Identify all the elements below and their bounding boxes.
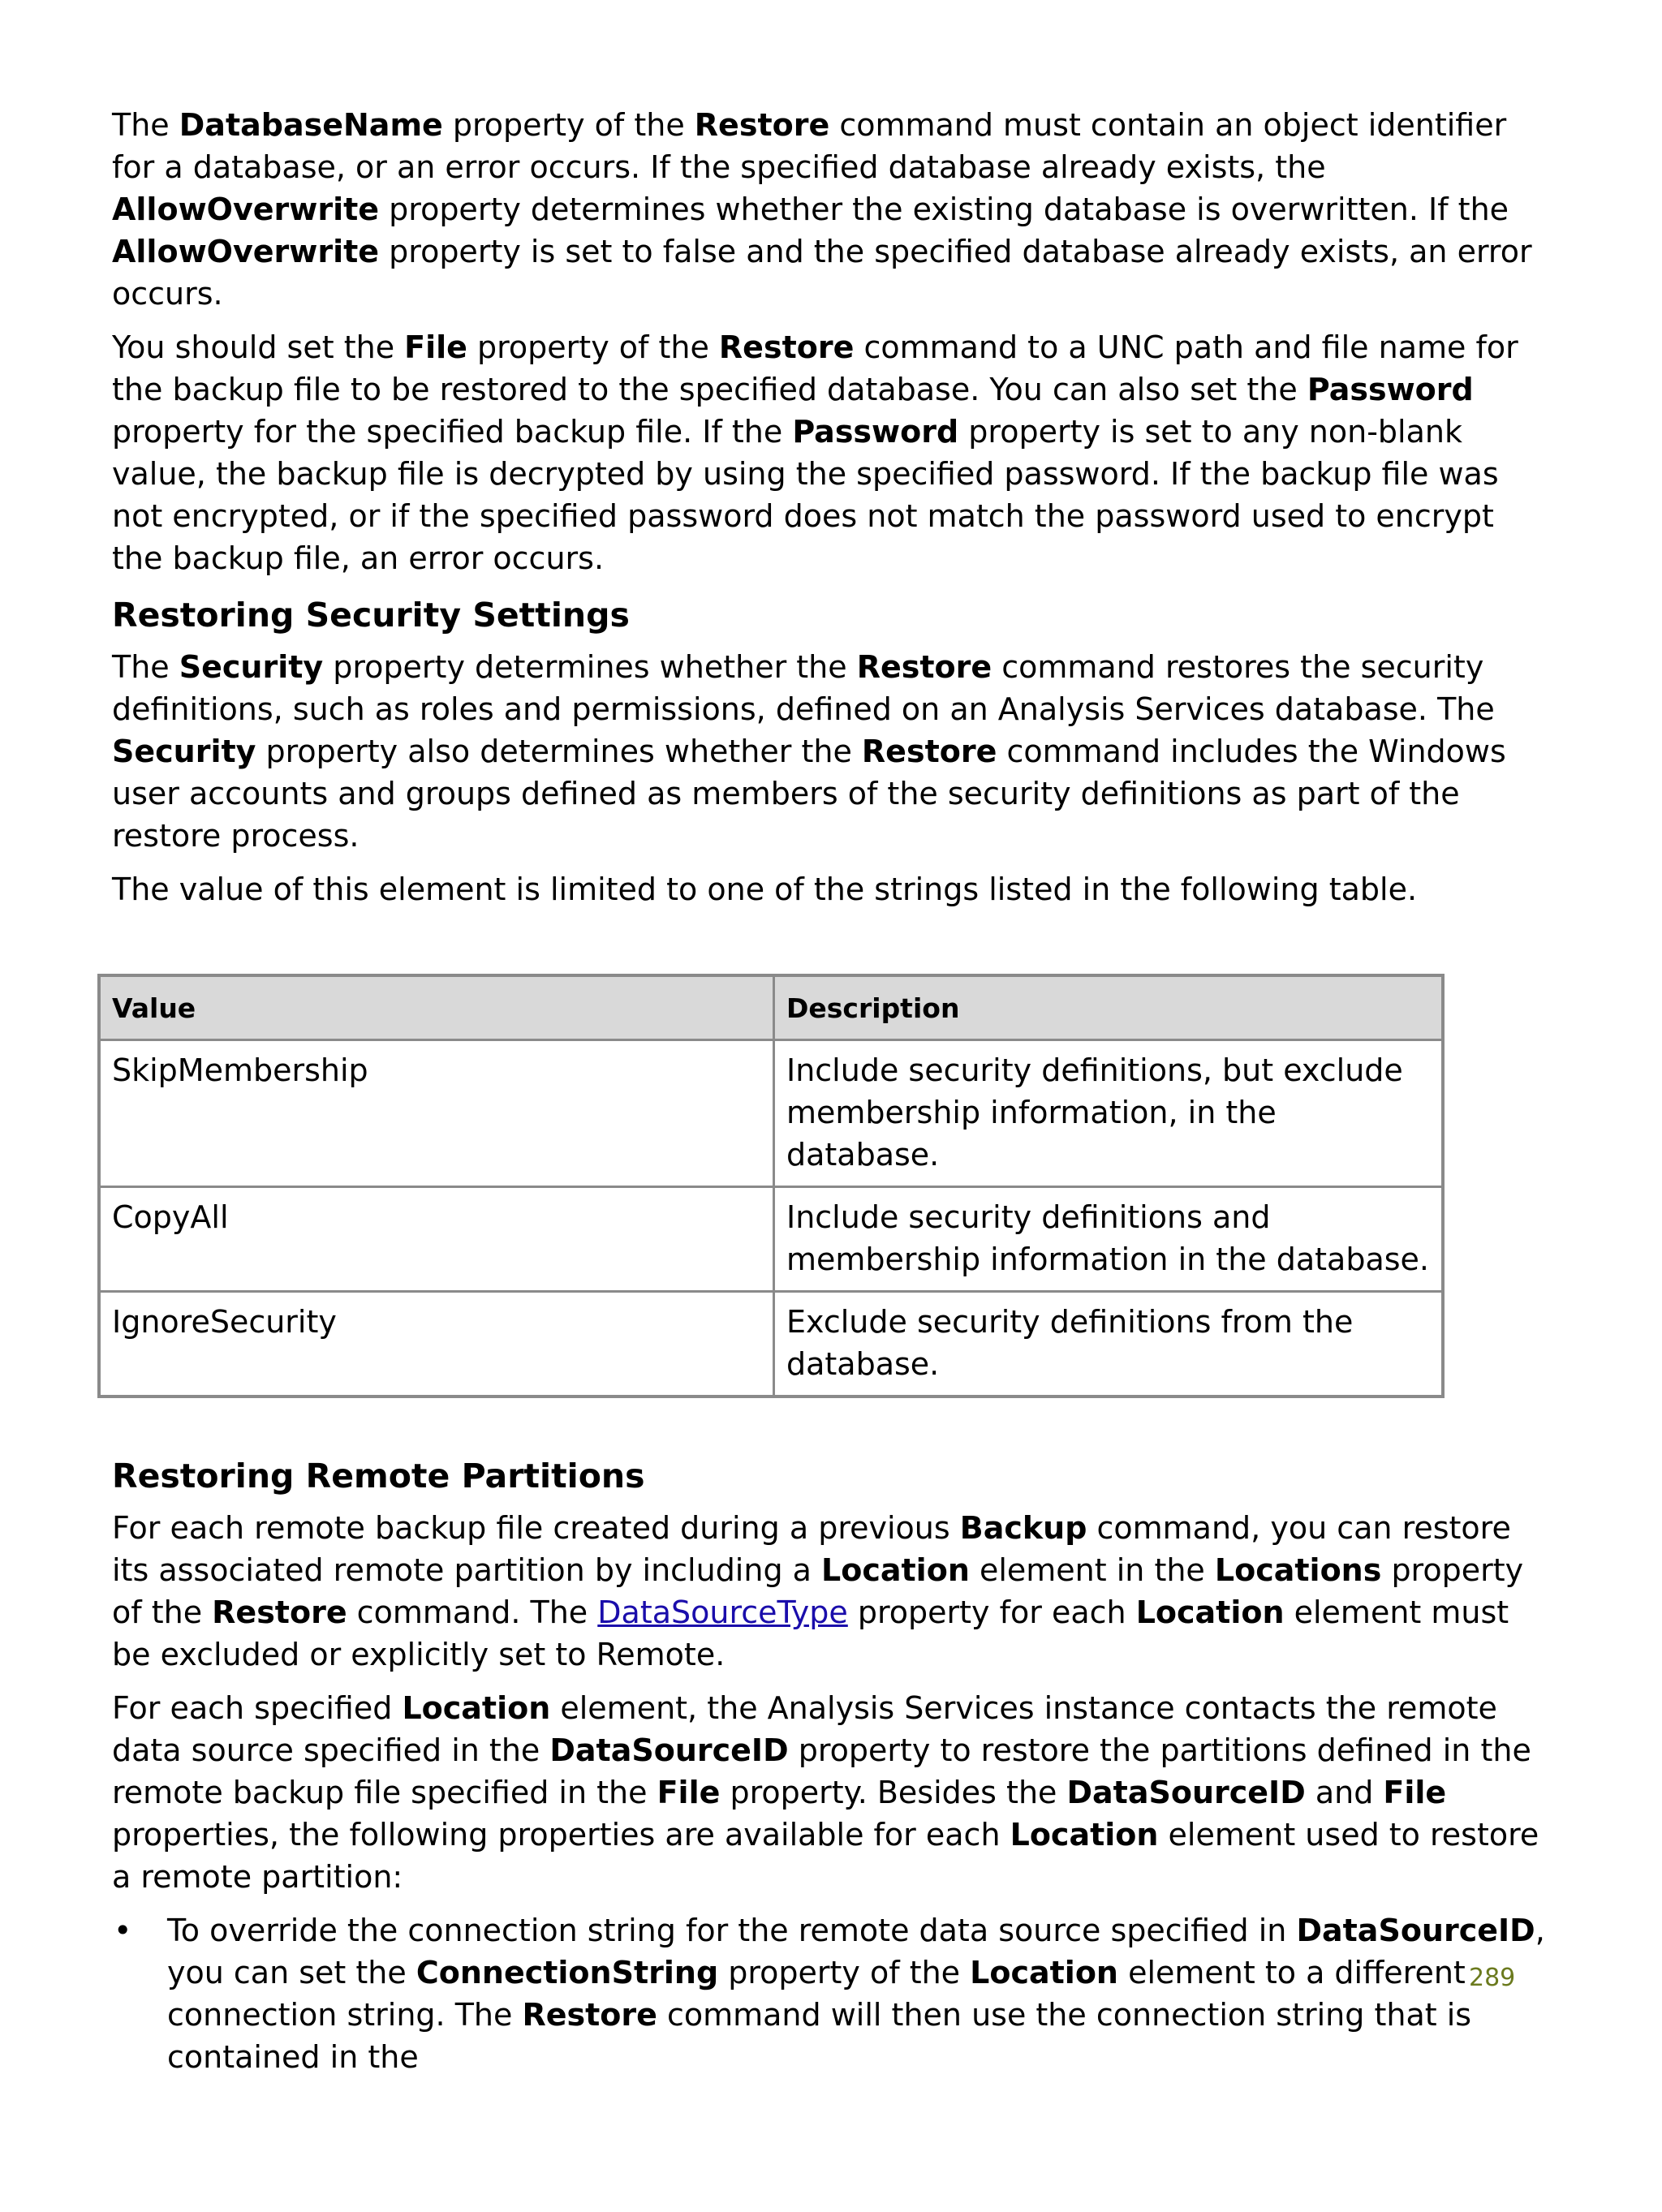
- text-run: property is set to any non-blank value, the backup file is decrypted by using the specified password. If the backup file was not encrypted, or if the specified password does not match the password used to encrypt the backup file, an error occurs.: [112, 414, 1499, 576]
- table-row: [99, 1040, 1443, 1187]
- table-cell-value: CopyAll: [99, 1187, 774, 1292]
- table-cell-description: Include security definitions, but exclude membership information, in the database.: [774, 1040, 1444, 1187]
- properties-bullet-list: [112, 1909, 1548, 2078]
- text-run: For each specified: [112, 1690, 403, 1726]
- text-run: For each remote backup file created during a previous: [112, 1510, 960, 1546]
- term-datasourceid: DataSourceID: [1066, 1775, 1306, 1810]
- text-run: element to a different connection string. The: [167, 1955, 1466, 2033]
- paragraph-location-element: [112, 1687, 1548, 1898]
- text-run: element in the: [969, 1552, 1215, 1588]
- table-header-row: [99, 975, 1443, 1040]
- page-number: 289: [1469, 1964, 1516, 1992]
- table-row: [99, 1292, 1443, 1397]
- term-databasename: DatabaseName: [179, 107, 443, 143]
- term-password: Password: [792, 414, 959, 450]
- text-run: command must contain an object identifier for a database, or an error occurs. If the specified database already exists, the: [112, 107, 1507, 185]
- table-header-description: Description: [774, 975, 1444, 1040]
- text-run: properties, the following properties are available for each: [112, 1817, 1010, 1853]
- text-run: element used to restore a remote partition:: [112, 1817, 1539, 1895]
- term-location: Location: [1135, 1594, 1285, 1630]
- paragraph-remote-backup: [112, 1507, 1548, 1676]
- term-allowoverwrite: AllowOverwrite: [112, 192, 380, 227]
- security-values-table: [97, 974, 1445, 1398]
- text-run: property for each: [847, 1594, 1136, 1630]
- term-datasourceid: DataSourceID: [549, 1732, 789, 1768]
- term-file: File: [1383, 1775, 1447, 1810]
- text-run: The: [112, 649, 179, 685]
- document-page: [112, 104, 1548, 2078]
- bullet-icon: •: [114, 1913, 132, 1948]
- text-run: property. Besides the: [720, 1775, 1067, 1810]
- text-run: command, you can restore its associated remote partition by including a: [112, 1510, 1511, 1588]
- text-run: element, the Analysis Services instance contacts the remote data source specified in the: [112, 1690, 1497, 1768]
- term-file: File: [657, 1775, 721, 1810]
- text-run: The: [112, 107, 179, 143]
- term-location: Location: [1010, 1817, 1159, 1853]
- term-security: Security: [179, 649, 324, 685]
- term-location: Location: [970, 1955, 1118, 1990]
- text-run: property also determines whether the: [256, 734, 862, 769]
- heading-restoring-remote-partitions: Restoring Remote Partitions: [112, 1457, 645, 1495]
- term-restore: Restore: [856, 649, 992, 685]
- text-run: You should set the: [112, 329, 405, 365]
- term-password: Password: [1307, 372, 1474, 407]
- term-allowoverwrite: AllowOverwrite: [112, 234, 380, 269]
- text-run: command to a UNC path and file name for the backup file to be restored to the specified database. You can also set the: [112, 329, 1518, 407]
- datasourcetype-link[interactable]: DataSourceType: [597, 1594, 848, 1630]
- term-restore: Restore: [212, 1594, 347, 1630]
- table-row: [99, 1187, 1443, 1292]
- text-run: command restores the security definitions, such as roles and permissions, defined on an Analysis Services database. The: [112, 649, 1495, 727]
- text-run: element must be excluded or explicitly set to Remote.: [112, 1594, 1509, 1672]
- paragraph-file-password: [112, 326, 1548, 579]
- table-header-value: Value: [99, 975, 774, 1040]
- term-location: Location: [821, 1552, 970, 1588]
- text-run: command will then use the connection string that is contained in the: [167, 1997, 1472, 2075]
- paragraph-value-limited: The value of this element is limited to one of the strings listed in the following table.: [112, 871, 1418, 907]
- term-restore: Restore: [718, 329, 855, 365]
- paragraph-database-name: [112, 104, 1548, 315]
- text-run: property of the: [467, 329, 719, 365]
- text-run: command. The: [347, 1594, 598, 1630]
- term-restore: Restore: [694, 107, 830, 143]
- heading-restoring-security-settings: Restoring Security Settings: [112, 596, 630, 635]
- text-run: , you can set the: [167, 1913, 1545, 1990]
- text-run: property of the: [718, 1955, 971, 1990]
- text-run: and: [1305, 1775, 1384, 1810]
- term-restore: Restore: [861, 734, 997, 769]
- list-item: [112, 1909, 1548, 2078]
- table-cell-value: IgnoreSecurity: [99, 1292, 774, 1397]
- term-file: File: [404, 329, 467, 365]
- text-run: property for the specified backup file. If the: [112, 414, 793, 450]
- text-run: To override the connection string for the remote data source specified in: [167, 1913, 1297, 1948]
- text-run: command includes the Windows user accounts and groups defined as members of the security definitions as part of the restore process.: [112, 734, 1506, 854]
- text-run: property to restore the partitions defined in the remote backup file specified in the: [112, 1732, 1531, 1810]
- text-run: property of the: [442, 107, 695, 143]
- term-locations: Locations: [1214, 1552, 1382, 1588]
- term-restore: Restore: [522, 1997, 657, 2033]
- text-run: property is set to false and the specified database already exists, an error occurs.: [112, 234, 1532, 312]
- term-security: Security: [112, 734, 256, 769]
- term-location: Location: [402, 1690, 551, 1726]
- text-run: property determines whether the: [323, 649, 857, 685]
- table-cell-description: Include security definitions and membership information in the database.: [774, 1187, 1444, 1292]
- table-cell-description: Exclude security definitions from the database.: [774, 1292, 1444, 1397]
- term-backup: Backup: [959, 1510, 1087, 1546]
- text-run: property determines whether the existing database is overwritten. If the: [379, 192, 1509, 227]
- term-connectionstring: ConnectionString: [416, 1955, 719, 1990]
- term-datasourceid: DataSourceID: [1296, 1913, 1535, 1948]
- text-run: property of the: [112, 1552, 1524, 1630]
- paragraph-security-property: [112, 646, 1548, 857]
- table-cell-value: SkipMembership: [99, 1040, 774, 1187]
